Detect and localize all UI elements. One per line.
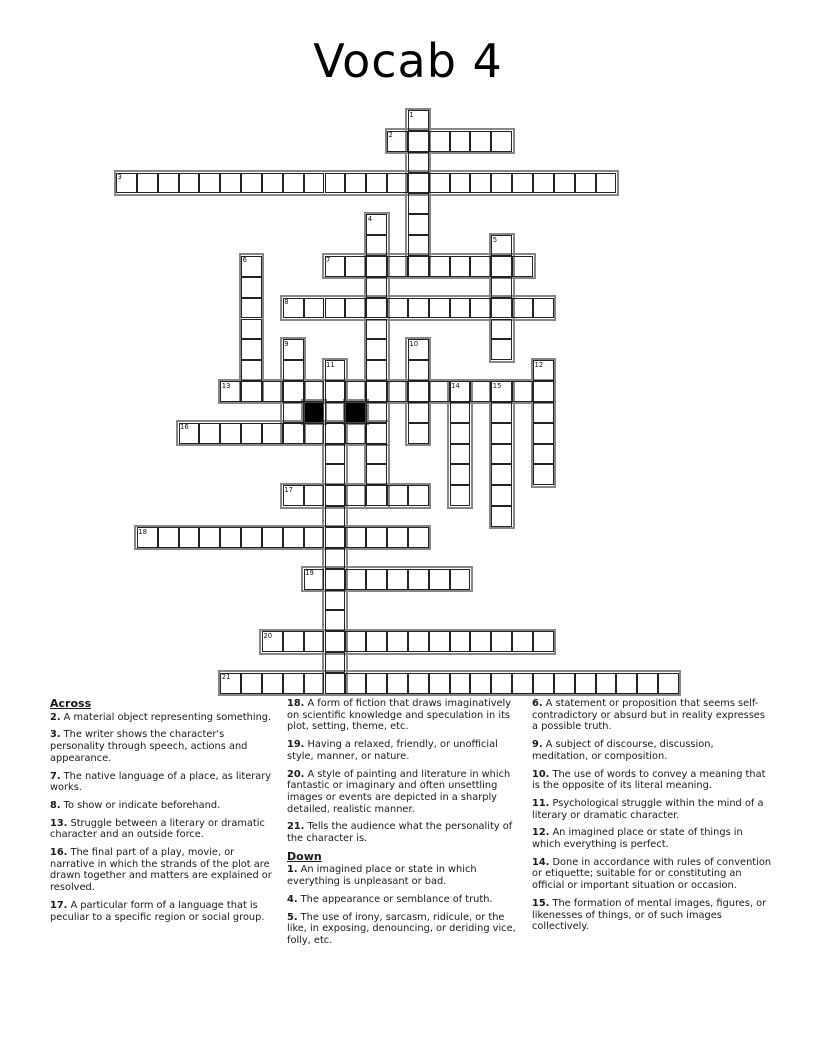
grid-cell[interactable] — [429, 673, 450, 694]
clue-number: 1. — [287, 864, 298, 876]
grid-cell[interactable] — [241, 298, 262, 319]
cell-number: 4 — [367, 214, 373, 223]
across-header: Across — [50, 697, 92, 710]
clue-number: 9. — [532, 739, 543, 751]
clue-item — [287, 698, 520, 733]
clue-item — [532, 857, 772, 892]
grid-cell[interactable] — [408, 131, 429, 152]
clue-item — [532, 798, 772, 821]
cell-number: 14 — [451, 381, 460, 390]
puzzle-title: Vocab 4 — [313, 34, 503, 88]
grid-cell[interactable] — [429, 131, 450, 152]
cell-number: 2 — [388, 131, 393, 140]
grid-cell[interactable] — [366, 173, 387, 194]
grid-cell[interactable] — [283, 527, 304, 548]
clues-column-2 — [287, 698, 520, 953]
grid-cell[interactable] — [325, 506, 346, 527]
grid-cell[interactable] — [345, 485, 366, 506]
grid-cell[interactable] — [325, 464, 346, 485]
grid-cell[interactable] — [304, 381, 325, 402]
grid-cell[interactable] — [325, 631, 346, 652]
grid-cell[interactable] — [512, 381, 533, 402]
clue-text: Psychological struggle within the mind of a literary or dramatic character. — [532, 797, 764, 821]
grid-cell[interactable] — [304, 673, 325, 694]
grid-cell[interactable] — [408, 673, 429, 694]
grid-cell[interactable] — [366, 631, 387, 652]
grid-cell[interactable] — [387, 485, 408, 506]
grid-cell[interactable] — [366, 569, 387, 590]
grid-cell[interactable] — [554, 173, 575, 194]
grid-cell[interactable] — [533, 444, 554, 465]
grid-cell[interactable] — [387, 631, 408, 652]
grid-cell[interactable] — [491, 464, 512, 485]
clue-text: Struggle between a literary or dramatic character and an outside force. — [50, 817, 265, 841]
cell-number: 13 — [221, 381, 231, 390]
grid-cell[interactable] — [345, 569, 366, 590]
clue-text: The writer shows the character's personality through speech, actions and appearance. — [50, 729, 248, 764]
grid-cell[interactable] — [241, 423, 262, 444]
grid-cell[interactable] — [408, 235, 429, 256]
grid-cell[interactable] — [408, 173, 429, 194]
grid-cell[interactable] — [533, 673, 554, 694]
grid-cell[interactable] — [262, 673, 283, 694]
clue-item — [287, 894, 520, 906]
grid-cell[interactable] — [533, 298, 554, 319]
cell-number: 10 — [409, 339, 419, 348]
grid-cell[interactable] — [408, 298, 429, 319]
grid-cell[interactable] — [283, 173, 304, 194]
grid-cell[interactable] — [241, 527, 262, 548]
grid-cell[interactable] — [366, 298, 387, 319]
clue-text: An imagined place or state of things in which everything is perfect. — [532, 827, 743, 851]
grid-cell[interactable] — [429, 381, 450, 402]
clue-number: 8. — [50, 799, 61, 811]
grid-cell[interactable] — [283, 631, 304, 652]
grid-cell[interactable] — [429, 173, 450, 194]
grid-cell[interactable] — [325, 444, 346, 465]
clue-item — [287, 739, 520, 762]
grid-cell[interactable] — [408, 485, 429, 506]
grid-cell[interactable] — [387, 173, 408, 194]
cell-number: 5 — [492, 235, 498, 244]
clue-number: 15. — [532, 897, 550, 909]
grid-cell[interactable] — [491, 673, 512, 694]
clue-text: A subject of discourse, discussion, meditation, or composition. — [532, 739, 714, 762]
grid-cell[interactable] — [366, 277, 387, 298]
grid-cell[interactable] — [366, 256, 387, 277]
grid-cell[interactable] — [325, 652, 346, 673]
grid-cell[interactable] — [283, 423, 304, 444]
grid-cell[interactable] — [491, 319, 512, 340]
clue-item — [532, 698, 772, 733]
clue-number: 18. — [287, 698, 305, 709]
clue-item — [532, 769, 772, 792]
grid-cell[interactable] — [491, 173, 512, 194]
grid-cell[interactable] — [366, 319, 387, 340]
grid-cell[interactable] — [491, 506, 512, 527]
grid-cell[interactable] — [262, 173, 283, 194]
grid-cell[interactable] — [408, 214, 429, 235]
grid-cell[interactable] — [304, 423, 325, 444]
cell-number: 20 — [263, 631, 273, 640]
grid-cell[interactable] — [408, 381, 429, 402]
grid-cell[interactable] — [325, 673, 346, 694]
clue-text: A form of fiction that draws imaginatively on scientific knowledge and speculation in its plot, setting, theme, etc. — [287, 698, 512, 733]
cell-number: 21 — [221, 673, 231, 682]
grid-cell[interactable] — [387, 298, 408, 319]
grid-cell[interactable] — [366, 402, 387, 423]
grid-cell[interactable] — [366, 360, 387, 381]
clues-column-1 — [50, 698, 275, 953]
grid-cell[interactable] — [179, 173, 200, 194]
clue-item — [287, 864, 520, 887]
clue-number: 10. — [532, 768, 550, 780]
clue-number: 20. — [287, 768, 305, 780]
cell-number: 19 — [305, 569, 314, 578]
grid-cell[interactable] — [408, 193, 429, 214]
grid-cell[interactable] — [366, 381, 387, 402]
grid-cell[interactable] — [345, 631, 366, 652]
grid-cell[interactable] — [262, 381, 283, 402]
clue-text: A particular form of a language that is peculiar to a specific region or social group. — [50, 899, 265, 923]
grid-cell[interactable] — [470, 131, 491, 152]
grid-cell[interactable] — [283, 360, 304, 381]
clue-text: The final part of a play, movie, or narrative in which the strands of the plot are drawn together and matters are explained or resolved. — [50, 847, 272, 894]
grid-cell[interactable] — [408, 402, 429, 423]
clue-text: A style of painting and literature in which fantastic or imaginary and often unsettling images or events are depicted in a sharply detailed, realistic manner. — [287, 768, 511, 815]
clues-column-3 — [532, 698, 772, 953]
grid-cell[interactable] — [325, 381, 346, 402]
grid-cell[interactable] — [658, 673, 679, 694]
clue-number: 19. — [287, 739, 305, 751]
grid-cell[interactable] — [366, 464, 387, 485]
black-cell — [345, 402, 366, 423]
grid-cell[interactable] — [220, 527, 241, 548]
clue-item — [50, 771, 275, 794]
grid-cell[interactable] — [470, 298, 491, 319]
grid-cell[interactable] — [325, 590, 346, 611]
grid-cell[interactable] — [533, 423, 554, 444]
cell-number: 17 — [284, 485, 293, 494]
grid-cell[interactable] — [325, 423, 346, 444]
grid-cell[interactable] — [450, 673, 471, 694]
grid-cell[interactable] — [366, 235, 387, 256]
grid-cell[interactable] — [199, 173, 220, 194]
grid-cell[interactable] — [387, 673, 408, 694]
clue-text: Tells the audience what the personality of the character is. — [287, 821, 513, 845]
grid-cell[interactable] — [158, 527, 179, 548]
grid-cell[interactable] — [450, 298, 471, 319]
grid-cell[interactable] — [596, 173, 617, 194]
grid-cell[interactable] — [512, 256, 533, 277]
grid-cell[interactable] — [325, 569, 346, 590]
grid-cell[interactable] — [616, 673, 637, 694]
grid-cell[interactable] — [408, 423, 429, 444]
grid-cell[interactable] — [220, 173, 241, 194]
grid-cell[interactable] — [345, 173, 366, 194]
grid-cell[interactable] — [325, 485, 346, 506]
grid-cell[interactable] — [491, 131, 512, 152]
clue-text: The formation of mental images, figures, or likenesses of things, or of such images collectively. — [532, 897, 767, 933]
grid-cell[interactable] — [283, 381, 304, 402]
grid-cell[interactable] — [304, 631, 325, 652]
grid-cell[interactable] — [241, 277, 262, 298]
grid-cell[interactable] — [241, 381, 262, 402]
clue-number: 16. — [50, 847, 68, 859]
clue-item — [50, 800, 275, 812]
grid-cell[interactable] — [596, 673, 617, 694]
grid-cell[interactable] — [491, 298, 512, 319]
down-header: Down — [287, 849, 322, 863]
cell-number: 8 — [284, 298, 289, 307]
grid-cell[interactable] — [450, 402, 471, 423]
clue-item — [50, 900, 275, 923]
grid-cell[interactable] — [366, 339, 387, 360]
grid-cell[interactable] — [241, 319, 262, 340]
clue-item — [532, 898, 772, 933]
grid-cell[interactable] — [470, 381, 491, 402]
grid-cell[interactable] — [450, 569, 471, 590]
grid-cell[interactable] — [450, 173, 471, 194]
grid-cell[interactable] — [491, 256, 512, 277]
grid-cell[interactable] — [512, 173, 533, 194]
grid-cell[interactable] — [491, 277, 512, 298]
grid-cell[interactable] — [283, 402, 304, 423]
clue-number: 11. — [532, 797, 550, 809]
grid-cell[interactable] — [470, 631, 491, 652]
clue-text: Done in accordance with rules of convention or etiquette; suitable for or constituting an official or important situation or occasion. — [532, 856, 772, 892]
grid-cell[interactable] — [179, 527, 200, 548]
clue-text: To show or indicate beforehand. — [60, 799, 221, 811]
grid-cell[interactable] — [533, 631, 554, 652]
clue-number: 7. — [50, 770, 61, 782]
grid-cell[interactable] — [137, 173, 158, 194]
clue-text: The appearance or semblance of truth. — [297, 893, 493, 905]
clue-number: 3. — [50, 729, 61, 741]
grid-cell[interactable] — [491, 423, 512, 444]
grid-cell[interactable] — [325, 402, 346, 423]
clue-item — [287, 912, 520, 947]
grid-cell[interactable] — [325, 527, 346, 548]
grid-cell[interactable] — [470, 673, 491, 694]
cell-number: 1 — [409, 110, 414, 119]
grid-cell[interactable] — [575, 173, 596, 194]
grid-cell[interactable] — [450, 444, 471, 465]
clue-item — [50, 818, 275, 841]
clue-number: 12. — [532, 827, 550, 839]
grid-cell[interactable] — [304, 485, 325, 506]
grid-cell[interactable] — [429, 569, 450, 590]
grid-cell[interactable] — [491, 339, 512, 360]
cell-number: 6 — [242, 256, 247, 265]
grid-cell[interactable] — [491, 444, 512, 465]
grid-cell[interactable] — [304, 527, 325, 548]
grid-cell[interactable] — [325, 610, 346, 631]
grid-cell[interactable] — [512, 673, 533, 694]
grid-cell[interactable] — [429, 298, 450, 319]
grid-cell[interactable] — [199, 527, 220, 548]
grid-cell[interactable] — [450, 423, 471, 444]
clue-item — [50, 729, 275, 764]
grid-cell[interactable] — [429, 256, 450, 277]
grid-cell[interactable] — [325, 548, 346, 569]
grid-cell[interactable] — [408, 631, 429, 652]
grid-cell[interactable] — [408, 527, 429, 548]
grid-cell[interactable] — [304, 173, 325, 194]
clue-number: 5. — [287, 911, 298, 923]
grid-cell[interactable] — [512, 298, 533, 319]
cell-number: 12 — [534, 360, 544, 369]
grid-cell[interactable] — [220, 423, 241, 444]
grid-cell[interactable] — [158, 173, 179, 194]
grid-cell[interactable] — [366, 485, 387, 506]
grid-cell[interactable] — [283, 673, 304, 694]
grid-cell[interactable] — [325, 298, 346, 319]
cell-number: 11 — [326, 360, 335, 369]
clue-item — [50, 847, 275, 894]
clue-number: 21. — [287, 821, 305, 833]
grid-cell[interactable] — [366, 673, 387, 694]
grid-cell[interactable] — [408, 256, 429, 277]
clue-number: 17. — [50, 899, 68, 911]
grid-cell[interactable] — [325, 173, 346, 194]
clue-text: Having a relaxed, friendly, or unofficial style, manner, or nature. — [287, 739, 498, 762]
clue-item — [287, 821, 520, 844]
grid-cell[interactable] — [366, 423, 387, 444]
clue-number: 13. — [50, 817, 68, 829]
grid-cell[interactable] — [262, 527, 283, 548]
grid-cell[interactable] — [491, 485, 512, 506]
clue-text: A statement or proposition that seems self-contradictory or absurd but in reality expresses a possible truth. — [532, 698, 765, 733]
grid-cell[interactable] — [304, 298, 325, 319]
grid-cell[interactable] — [387, 527, 408, 548]
grid-cell[interactable] — [554, 673, 575, 694]
grid-cell[interactable] — [345, 423, 366, 444]
grid-cell[interactable] — [491, 402, 512, 423]
clue-number: 4. — [287, 893, 298, 905]
grid-cell[interactable] — [450, 631, 471, 652]
clue-item — [287, 769, 520, 816]
clue-text: A material object representing something. — [60, 711, 272, 723]
clue-text: The native language of a place, as literary works. — [50, 770, 272, 794]
grid-cell[interactable] — [241, 673, 262, 694]
cell-number: 15 — [492, 381, 502, 390]
grid-cell[interactable] — [262, 423, 283, 444]
grid-cell[interactable] — [345, 527, 366, 548]
cell-number: 16 — [180, 423, 189, 432]
grid-cell[interactable] — [345, 381, 366, 402]
grid-cell[interactable] — [199, 423, 220, 444]
grid-cell[interactable] — [387, 381, 408, 402]
black-cell — [304, 402, 325, 423]
clue-number: 2. — [50, 711, 61, 723]
clue-number: 6. — [532, 698, 543, 709]
grid-cell[interactable] — [241, 173, 262, 194]
cell-number: 9 — [284, 339, 289, 348]
grid-cell[interactable] — [637, 673, 658, 694]
grid-cell[interactable] — [345, 298, 366, 319]
grid-cell[interactable] — [470, 173, 491, 194]
cell-number: 3 — [117, 173, 122, 182]
clue-text: The use of words to convey a meaning that is the opposite of its literal meaning. — [532, 768, 766, 792]
grid-cell[interactable] — [533, 381, 554, 402]
clue-item — [532, 827, 772, 850]
grid-cell[interactable] — [408, 152, 429, 173]
cell-number: 18 — [138, 527, 147, 536]
grid-cell[interactable] — [387, 569, 408, 590]
grid-cell[interactable] — [491, 631, 512, 652]
cell-number: 7 — [326, 256, 331, 265]
grid-cell[interactable] — [345, 673, 366, 694]
grid-cell[interactable] — [345, 256, 366, 277]
grid-cell[interactable] — [450, 131, 471, 152]
grid-cell[interactable] — [533, 173, 554, 194]
grid-cell[interactable] — [241, 360, 262, 381]
grid-cell[interactable] — [470, 256, 491, 277]
clue-text: The use of irony, sarcasm, ridicule, or the like, in exposing, denouncing, or deriding vice, folly, etc. — [287, 911, 516, 946]
grid-cell[interactable] — [429, 631, 450, 652]
grid-cell[interactable] — [533, 464, 554, 485]
grid-cell[interactable] — [408, 569, 429, 590]
grid-cell[interactable] — [366, 527, 387, 548]
grid-cell[interactable] — [366, 444, 387, 465]
grid-cell[interactable] — [450, 485, 471, 506]
grid-cell[interactable] — [575, 673, 596, 694]
clue-item — [532, 739, 772, 762]
grid-cell[interactable] — [241, 339, 262, 360]
clue-item — [50, 712, 275, 724]
grid-cell[interactable] — [387, 256, 408, 277]
grid-cell[interactable] — [533, 402, 554, 423]
grid-cell[interactable] — [450, 464, 471, 485]
clue-number: 14. — [532, 856, 550, 868]
grid-cell[interactable] — [512, 631, 533, 652]
grid-cell[interactable] — [408, 360, 429, 381]
clues-section — [50, 698, 772, 953]
clue-text: An imagined place or state in which everything is unpleasant or bad. — [287, 864, 477, 888]
grid-cell[interactable] — [450, 256, 471, 277]
